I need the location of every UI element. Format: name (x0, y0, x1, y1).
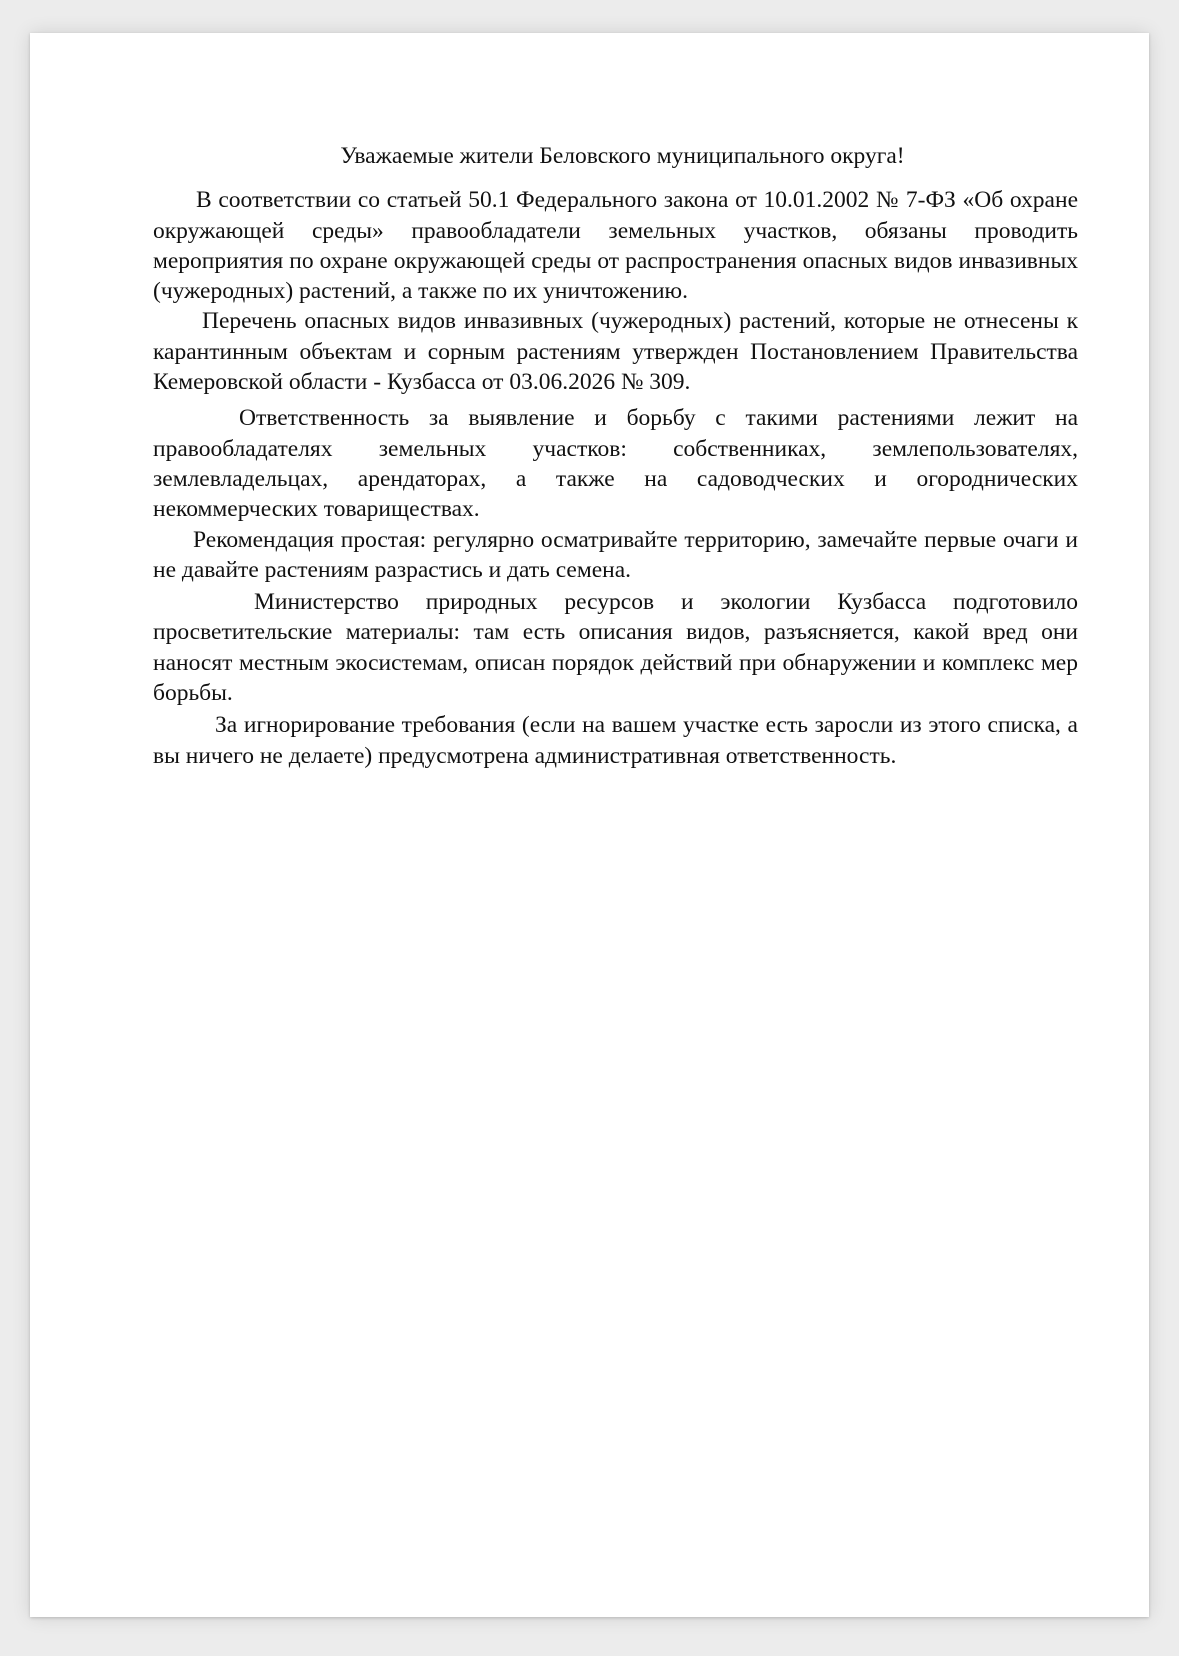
document-page (30, 33, 1149, 1617)
paragraph-species-list: Перечень опасных видов инвазивных (чужеродных) растений, которые не отнесены к карантинным объектам и сорным растениям утвержден Постановлением Правительства Кемеровской области - Кузбасса от 03.06.2026 № 309. (153, 308, 1078, 396)
paragraph-responsibility: Ответственность за выявление и борьбу с такими растениями лежит на правообладателях земельных участков: собственниках, землепользователях, землевладельцах, арендаторах, а также на садоводческих и огороднических некоммерческих товариществах. (153, 405, 1078, 523)
paragraph-law-reference: В соответствии со статьей 50.1 Федерального закона от 10.01.2002 № 7-ФЗ «Об охране окружающей среды» правообладатели земельных участков, обязаны проводить мероприятия по охране окружающей среды от распространения опасных видов инвазивных (чужеродных) растений, а также по их уничтожению. (153, 187, 1078, 305)
document-body (153, 141, 1078, 771)
paragraph-administrative-liability: За игнорирование требования (если на вашем участке есть заросли из этого списка, а вы ничего не делаете) предусмотрена административная ответственность. (153, 712, 1078, 769)
document-title: Уважаемые жители Беловского муниципального округа! (340, 143, 905, 169)
paragraph-ministry-materials: Министерство природных ресурсов и экологии Кузбасса подготовило просветительские материалы: там есть описания видов, разъясняется, какой вред они наносят местным экосистемам, описан порядок действий при обнаружении и комплекс мер борьбы. (153, 589, 1078, 707)
paragraph-recommendation: Рекомендация простая: регулярно осматривайте территорию, замечайте первые очаги и не давайте растениям разрастись и дать семена. (153, 526, 1078, 583)
